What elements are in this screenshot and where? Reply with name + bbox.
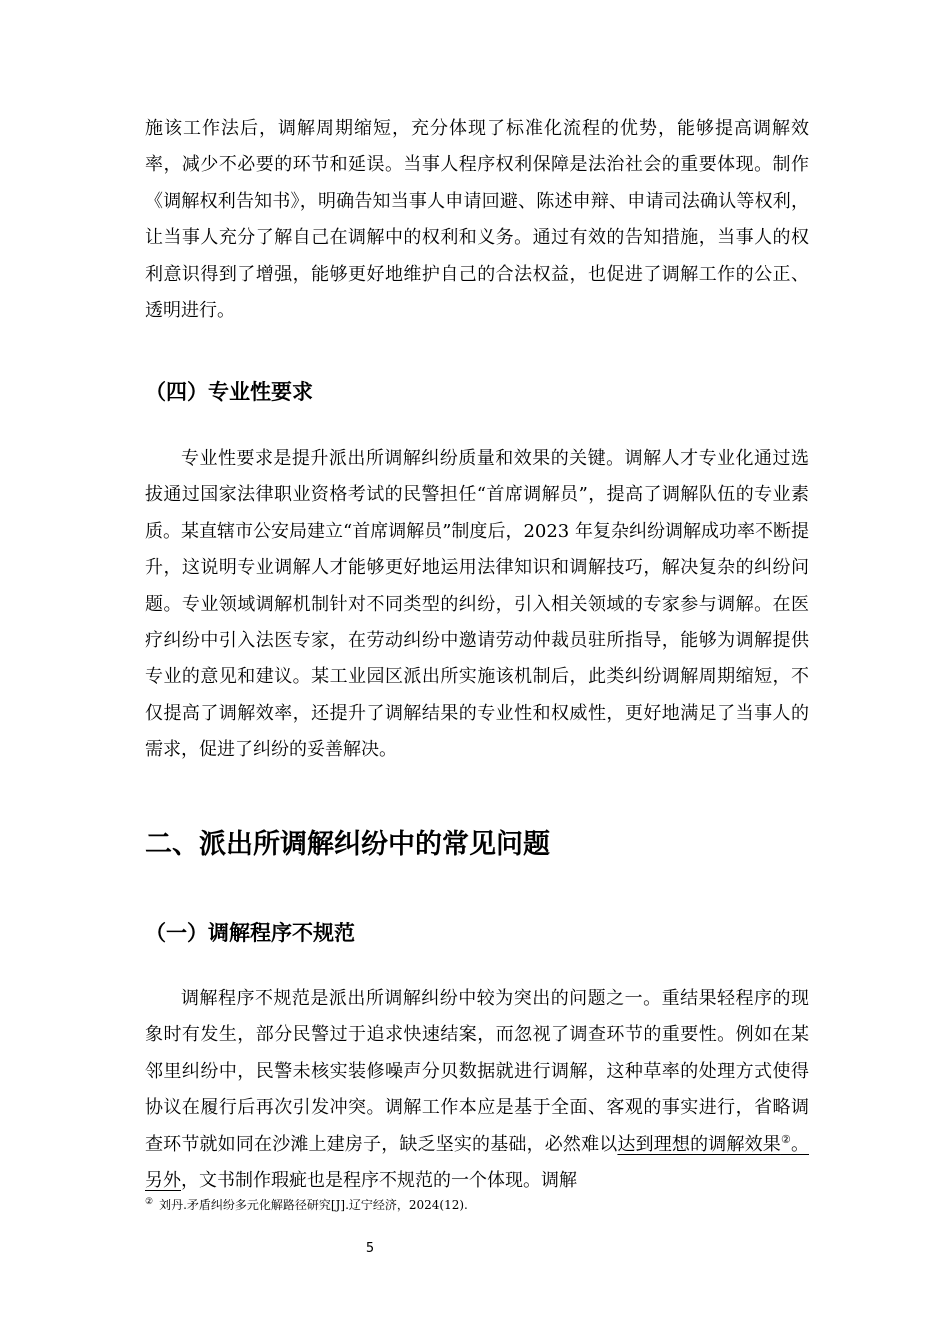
paragraph-professional-requirements: 专业性要求是提升派出所调解纠纷质量和效果的关键。调解人才专业化通过选拔通过国家法律职业资格考试的民警担任“首席调解员”，提高了调解队伍的专业素质。某直辖市公安局建立“首席调解员”制度后，2023 年复杂纠纷调解成功率不断提升，这说明专业调解人才能够更好地运用法律知识和调解技巧，解决复杂的纠纷问题。专业领域调解机制针对不同类型的纠纷，引入相关领域的专家参与调解。在医疗纠纷中引入法医专家，在劳动纠纷中邀请劳动仲裁员驻所指导，能够为调解提供专业的意见和建议。某工业园区派出所实施该机制后，此类纠纷调解周期缩短，不仅提高了调解效率，还提升了调解结果的专业性和权威性，更好地满足了当事人的需求，促进了纠纷的妥善解决。 <box>145 448 809 761</box>
heading-professional-requirements: （四）专业性要求 <box>145 380 313 404</box>
citation-underlined-phrase: 达到理想的调解效果 <box>617 1133 781 1155</box>
footnote <box>145 1197 809 1213</box>
paragraph-standardized-procedure: 施该工作法后，调解周期缩短，充分体现了标准化流程的优势，能够提高调解效率，减少不必要的环节和延误。当事人程序权利保障是法治社会的重要体现。制作《调解权利告知书》，明确告知当事人申请回避、陈述申辩、申请司法确认等权利，让当事人充分了解自己在调解中的权利和义务。通过有效的告知措施，当事人的权利意识得到了增强，能够更好地维护自己的合法权益，也促进了调解工作的公正、透明进行。 <box>145 118 809 322</box>
citation-underlined-tail: 。另外 <box>145 1133 809 1192</box>
page-number: 5 <box>365 1241 375 1256</box>
heading-irregular-procedure: （一）调解程序不规范 <box>145 921 355 945</box>
heading-common-problems: 二、派出所调解纠纷中的常见问题 <box>145 829 550 860</box>
footnote-text: 刘丹.矛盾纠纷多元化解路径研究[J].辽宁经济，2024(12). <box>159 1198 468 1212</box>
paragraph-irregular-procedure-main: 调解程序不规范是派出所调解纠纷中较为突出的问题之一。重结果轻程序的现象时有发生，部分民警过于追求快速结案，而忽视了调查环节的重要性。例如在某邻里纠纷中，民警未核实装修噪声分贝数据就进行调解，这种草率的处理方式使得协议在履行后再次引发冲突。调解工作本应是基于全面、客观的事实进行，省略调查环节就如同在沙滩上建房子，缺乏坚实的基础，必然难以 <box>145 988 809 1155</box>
footnote-mark: ② <box>145 1197 154 1207</box>
paragraph-irregular-procedure-tail: ，文书制作瑕疵也是程序不规范的一个体现。调解 <box>181 1170 577 1192</box>
footnote-reference-mark[interactable]: ② <box>780 1132 791 1146</box>
paragraph-irregular-procedure <box>145 981 809 1199</box>
